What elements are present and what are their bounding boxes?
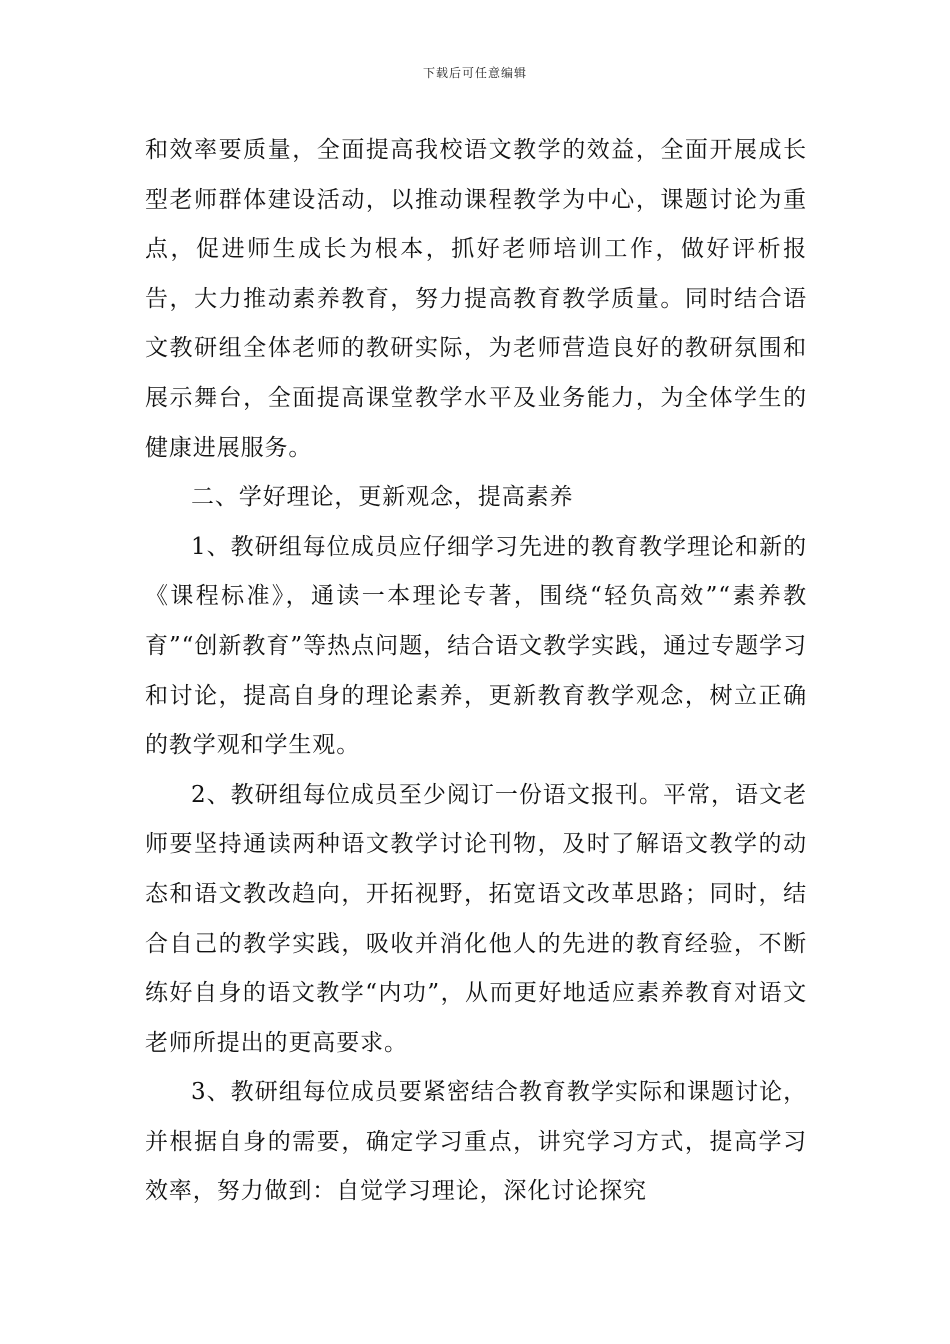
document-body (145, 126, 807, 1217)
paragraph-item-2: 2、教研组每位成员至少阅订一份语文报刊。平常，语文老师要坚持通读两种语文教学讨论刊物，及时了解语文教学的动态和语文教改趋向，开拓视野，拓宽语文改革思路；同时，结合自己的教学实践，吸收并消化他人的先进的教育经验，不断练好自身的语文教学“内功”，从而更好地适应素养教育对语文老师所提出的更高要求。 (145, 781, 807, 1056)
page-header: 下载后可任意编辑 (422, 66, 527, 80)
paragraph-item-1: 1、教研组每位成员应仔细学习先进的教育教学理论和新的《课程标准》，通读一本理论专著，围绕“轻负高效”“素养教育”“创新教育”等热点问题，结合语文教学实践，通过专题学习和讨论，提高自身的理论素养，更新教育教学观念，树立正确的教学观和学生观。 (145, 533, 807, 759)
paragraph-item-3: 3、教研组每位成员要紧密结合教育教学实际和课题讨论，并根据自身的需要，确定学习重点，讲究学习方式，提高学习效率，努力做到：自觉学习理论，深化讨论探究 (145, 1079, 807, 1205)
paragraph-continuation: 和效率要质量，全面提高我校语文教学的效益，全面开展成长型老师群体建设活动，以推动课程教学为中心，课题讨论为重点，促进师生成长为根本，抓好老师培训工作，做好评析报告，大力推动素养教育，努力提高教育教学质量。同时结合语文教研组全体老师的教研实际，为老师营造良好的教研氛围和展示舞台，全面提高课堂教学水平及业务能力，为全体学生的健康进展服务。 (145, 137, 807, 461)
section-heading: 二、学好理论，更新观念，提高素养 (191, 484, 574, 511)
